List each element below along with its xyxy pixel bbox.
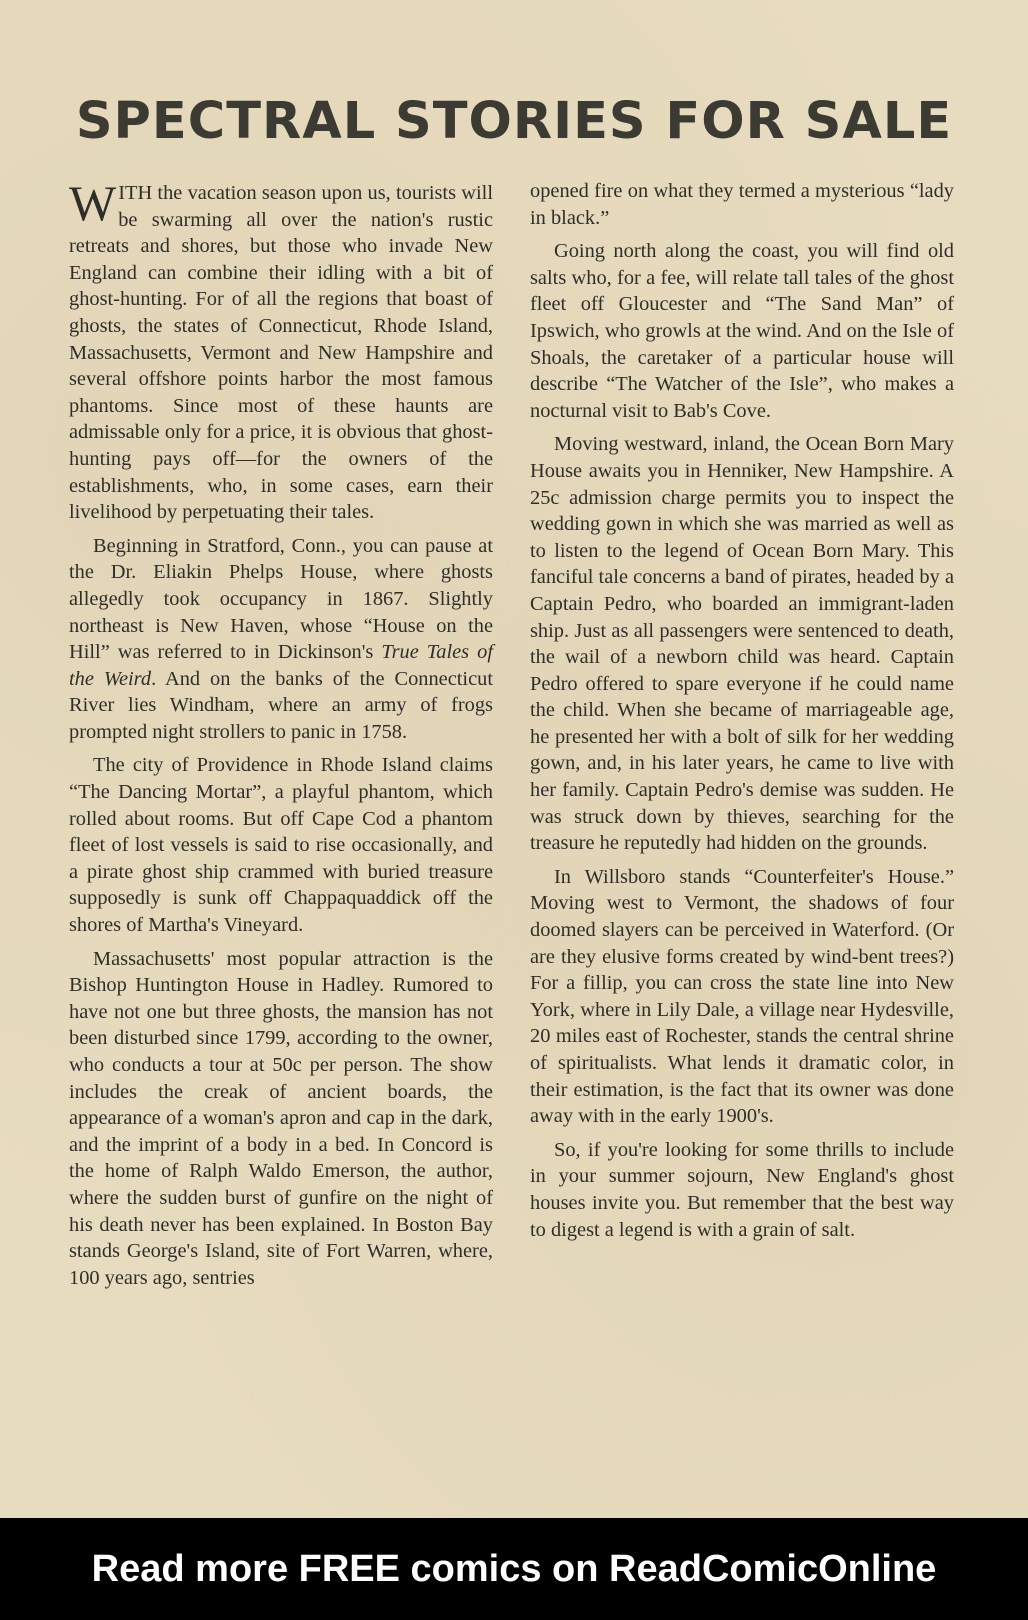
paragraph-connecticut-text-1: Beginning in Stratford, Conn., you can pause at the Dr. Eliakin Phelps House, where ghosts allegedly took occupancy in 1867. Slightly northeast is New Haven, whose “House on the Hill” was referred to in Dickinson's: [69, 534, 493, 664]
paragraph-connecticut-text-2: . And on the banks of the Connecticut River lies Windham, where an army of frogs prompted night strollers to panic in 1758.: [69, 667, 493, 743]
right-column: [530, 178, 954, 1250]
drop-cap: W: [69, 175, 117, 231]
paragraph-rhode-island: The city of Providence in Rhode Island claims “The Dancing Mortar”, a playful phantom, which rolled about rooms. But off Cape Cod a phantom fleet of lost vessels is said to rise occasionally, and a pirate ghost ship crammed with buried treasure supposedly is sunk off Chappaquaddick off the shores of Martha's Vineyard.: [69, 754, 493, 937]
paragraph-north-coast: Going north along the coast, you will find old salts who, for a fee, will relate tall tales of the ghost fleet off Gloucester and “The Sand Man” of Ipswich, who growls at the wind. And on the Isle of Shoals, the caretaker of a particular house will describe “The Watcher of the Isle”, who makes a nocturnal visit to Bab's Cove.: [530, 240, 954, 422]
promo-banner[interactable]: [0, 1518, 1028, 1620]
article-title: SPECTRAL STORIES FOR SALE: [75, 92, 953, 151]
paragraph-vermont-new-york: In Willsboro stands “Counterfeiter's House.” Moving west to Vermont, the shadows of four doomed slayers can be perceived in Waterford. (Or are they elusive forms created by wind-bent trees?) For a fillip, you can cross the state line into New York, where in Lily Dale, a village near Hydesville, 20 miles east of Rochester, stands the central shrine of spiritualists. What lends it dramatic color, in their estimation, is the fact that its owner was done away with in the early 1900's.: [530, 865, 954, 1128]
paragraph-conclusion: So, if you're looking for some thrills to include in your summer sojourn, New England's ghost houses invite you. But remember that the best way to digest a legend is with a grain of salt.: [530, 1138, 954, 1241]
paragraph-massachusetts: Massachusetts' most popular attraction is the Bishop Huntington House in Hadley. Rumored to have not one but three ghosts, the mansion has not been disturbed since 1799, according to the owner, who conducts a tour at 50c per person. The show includes the creak of ancient boards, the appearance of a woman's apron and cap in the dark, and the imprint of a body in a bed. In Concord is the home of Ralph Waldo Emerson, the author, where the sudden burst of gunfire on the night of his death never has been explained. In Boston Bay stands George's Island, site of Fort Warren, where, 100 years ago, sentries: [69, 947, 493, 1289]
book-title-italic: True Tales of the Weird: [69, 641, 493, 690]
paragraph-intro-text: ITH the vacation season upon us, tourists will be swarming all over the nation's rustic retreats and shores, but those who invade New England can combine their idling with a bit of ghost-hunting. For of all the regions that boast of ghosts, the states of Connecticut, Rhode Island, Massachusetts, Vermont and New Hampshire and several offshore points harbor the most famous phantoms. Since most of these haunts are admissable only for a price, it is obvious that ghost-hunting pays off—for the owners of the establishments, who, in some cases, earn their livelihood by perpetuating their tales.: [69, 182, 493, 524]
paragraph-connecticut: [69, 533, 493, 746]
promo-banner-text[interactable]: Read more FREE comics on ReadComicOnline: [91, 1548, 937, 1590]
paragraph-new-hampshire: Moving westward, inland, the Ocean Born Mary House awaits you in Henniker, New Hampshire. A 25c admission charge permits you to inspect the wedding gown in which she was married as well as to listen to the legend of Ocean Born Mary. This fanciful tale concerns a band of pirates, headed by a Captain Pedro, who boarded an immigrant-laden ship. Just as all passengers were sentenced to death, the wail of a newborn child was heard. Captain Pedro offered to spare everyone if he could name the child. When she became of marriageable age, he presented her with a bolt of silk for her wedding gown, and, in his later years, he came to live with her family. Captain Pedro's demise was sudden. He was struck down by thieves, searching for the treasure he reputedly had hidden on the grounds.: [530, 433, 954, 855]
paragraph-intro: [69, 175, 493, 526]
paragraph-massachusetts-continued: opened fire on what they termed a mysterious “lady in black.”: [530, 180, 954, 229]
left-column: [69, 175, 493, 1298]
